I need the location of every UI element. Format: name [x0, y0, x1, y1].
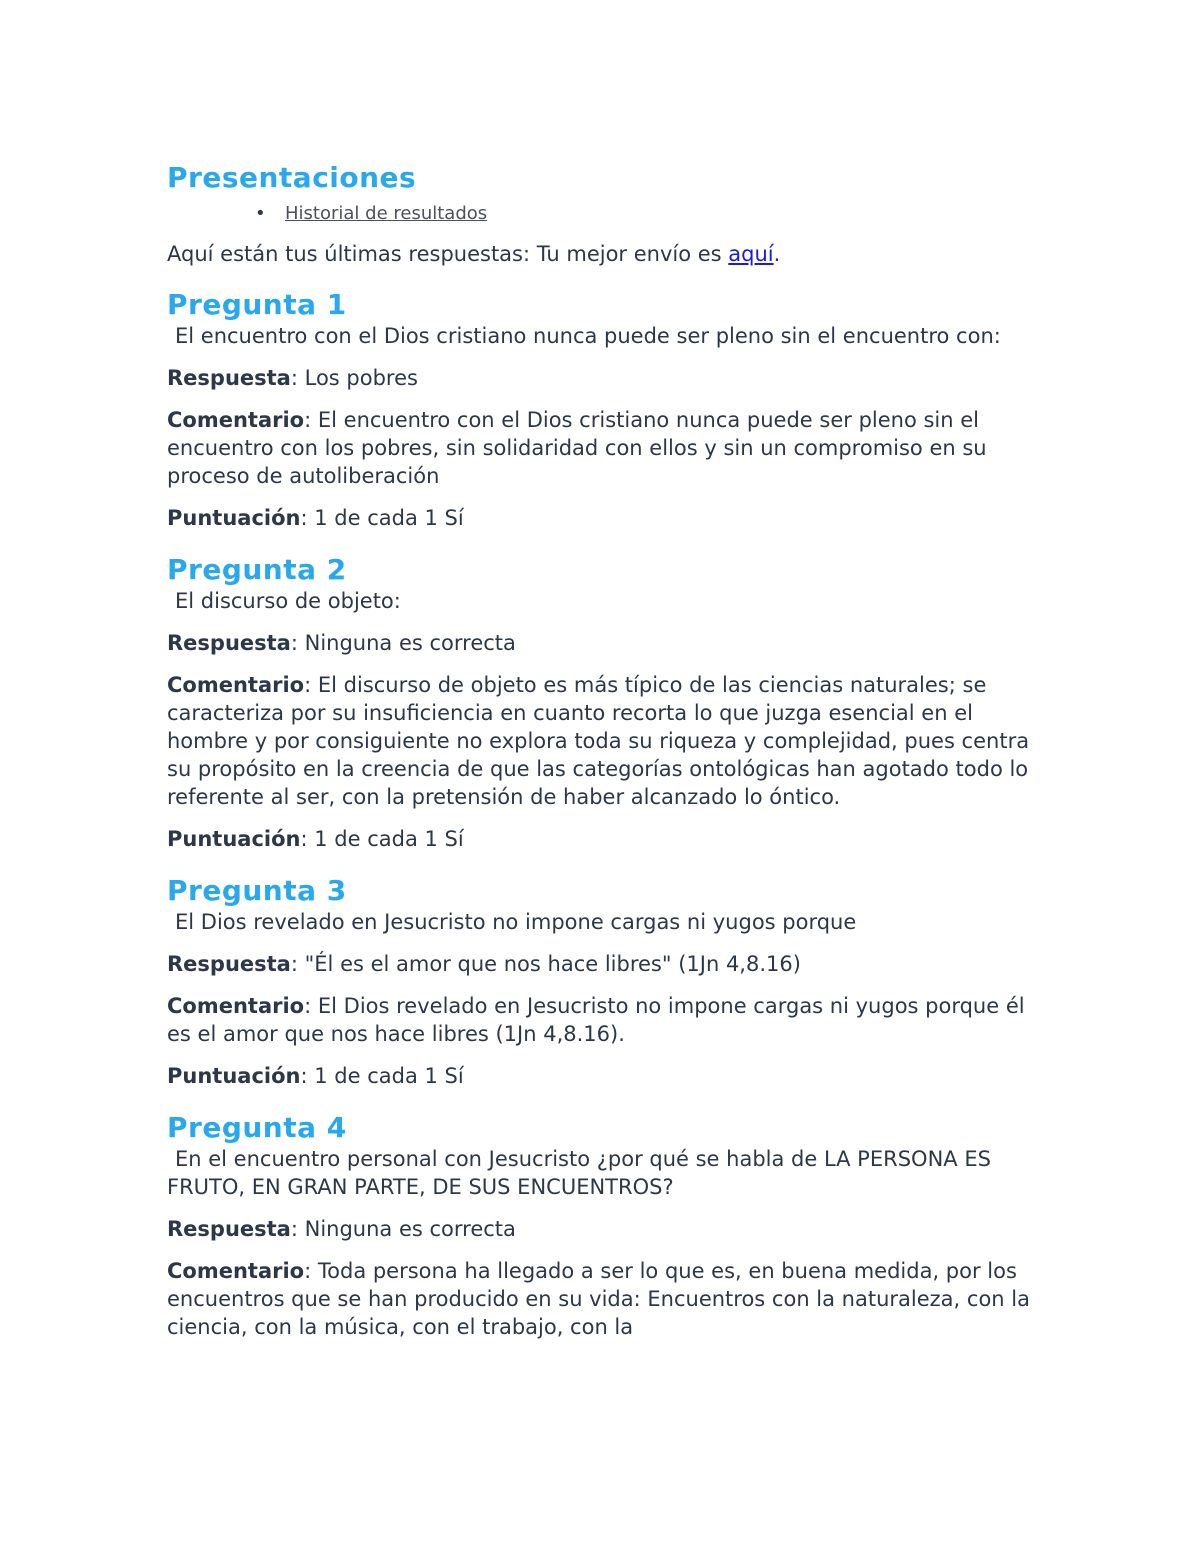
score-value: 1 de cada 1 Sí — [314, 827, 464, 851]
question-4 — [167, 1111, 1047, 1341]
document-page — [167, 158, 1047, 1341]
comment-value: El Dios revelado en Jesucristo no impone cargas ni yugos porque él es el amor que nos hace libres (1Jn 4,8.16). — [167, 994, 1025, 1046]
score-value: 1 de cada 1 Sí — [314, 506, 464, 530]
comment-field: Comentario: Toda persona ha llegado a ser lo que es, en buena medida, por los encuentros que se han producido en su vida: Encuentros con la naturaleza, con la ciencia, con la música, con el trabajo, con la — [167, 1259, 1030, 1339]
comment-label: Comentario — [167, 1259, 305, 1283]
comment-label: Comentario — [167, 673, 305, 697]
nav-item-history — [255, 200, 1047, 228]
comment-value: Toda persona ha llegado a ser lo que es, en buena medida, por los encuentros que se han producido en su vida: Encuentros con la naturaleza, con la ciencia, con la música, con el trabajo, con la — [167, 1259, 1030, 1339]
question-1 — [167, 288, 1047, 532]
history-link[interactable]: Historial de resultados — [285, 203, 488, 224]
answer-field: Respuesta: "Él es el amor que nos hace libres" (1Jn 4,8.16) — [167, 952, 801, 976]
answer-value: Ninguna es correcta — [304, 631, 516, 655]
intro-prefix: Aquí están tus últimas respuestas: Tu mejor envío es — [167, 242, 729, 266]
answer-field: Respuesta: Los pobres — [167, 366, 418, 390]
answer-label: Respuesta — [167, 952, 291, 976]
answer-field: Respuesta: Ninguna es correcta — [167, 1217, 516, 1241]
answer-label: Respuesta — [167, 631, 291, 655]
answer-field: Respuesta: Ninguna es correcta — [167, 631, 516, 655]
score-field: Puntuación: 1 de cada 1 Sí — [167, 827, 464, 851]
question-text: El Dios revelado en Jesucristo no impone cargas ni yugos porque — [175, 910, 857, 934]
score-label: Puntuación — [167, 506, 301, 530]
answer-label: Respuesta — [167, 1217, 291, 1241]
nav-list — [167, 200, 1047, 228]
question-heading: Pregunta 3 — [167, 874, 347, 907]
comment-label: Comentario — [167, 994, 305, 1018]
comment-value: El discurso de objeto es más típico de las ciencias naturales; se caracteriza por su insuficiencia en cuanto recorta lo que juzga esencial en el hombre y por consiguiente no explora toda su riqueza y complejidad, pues centra su propósito en la creencia de que las categorías ontológicas han agotado todo lo referente al ser, con la pretensión de haber alcanzado lo óntico. — [167, 673, 1030, 809]
comment-field: Comentario: El discurso de objeto es más típico de las ciencias naturales; se caracteriza por su insuficiencia en cuanto recorta lo que juzga esencial en el hombre y por consiguiente no explora toda su riqueza y complejidad, pues centra su propósito en la creencia de que las categorías ontológicas han agotado todo lo referente al ser, con la pretensión de haber alcanzado lo óntico. — [167, 673, 1030, 809]
question-text: El discurso de objeto: — [175, 589, 401, 613]
comment-value: El encuentro con el Dios cristiano nunca puede ser pleno sin el encuentro con los pobres, sin solidaridad con ellos y sin un compromiso en su proceso de autoliberación — [167, 408, 987, 488]
best-submission-link[interactable]: aquí — [728, 242, 774, 266]
question-heading: Pregunta 2 — [167, 553, 347, 586]
answer-value: Ninguna es correcta — [304, 1217, 516, 1241]
question-text: El encuentro con el Dios cristiano nunca puede ser pleno sin el encuentro con: — [175, 324, 1001, 348]
score-label: Puntuación — [167, 1064, 301, 1088]
answer-value: Los pobres — [304, 366, 418, 390]
comment-label: Comentario — [167, 408, 305, 432]
score-field: Puntuación: 1 de cada 1 Sí — [167, 1064, 464, 1088]
comment-field: Comentario: El Dios revelado en Jesucristo no impone cargas ni yugos porque él es el amor que nos hace libres (1Jn 4,8.16). — [167, 994, 1025, 1046]
score-label: Puntuación — [167, 827, 301, 851]
comment-field: Comentario: El encuentro con el Dios cristiano nunca puede ser pleno sin el encuentro con los pobres, sin solidaridad con ellos y sin un compromiso en su proceso de autoliberación — [167, 408, 987, 488]
answer-value: "Él es el amor que nos hace libres" (1Jn 4,8.16) — [304, 952, 801, 976]
question-3 — [167, 874, 1047, 1090]
intro-text — [167, 240, 1047, 268]
page-title: Presentaciones — [167, 161, 417, 194]
question-2 — [167, 553, 1047, 853]
intro-suffix: . — [773, 242, 781, 266]
question-text: En el encuentro personal con Jesucristo ¿por qué se habla de LA PERSONA ES FRUTO, EN GRAN PARTE, DE SUS ENCUENTROS? — [167, 1147, 991, 1199]
bullet-icon: • — [255, 203, 266, 224]
question-heading: Pregunta 1 — [167, 288, 347, 321]
question-heading: Pregunta 4 — [167, 1111, 347, 1144]
score-field: Puntuación: 1 de cada 1 Sí — [167, 506, 464, 530]
answer-label: Respuesta — [167, 366, 291, 390]
score-value: 1 de cada 1 Sí — [314, 1064, 464, 1088]
